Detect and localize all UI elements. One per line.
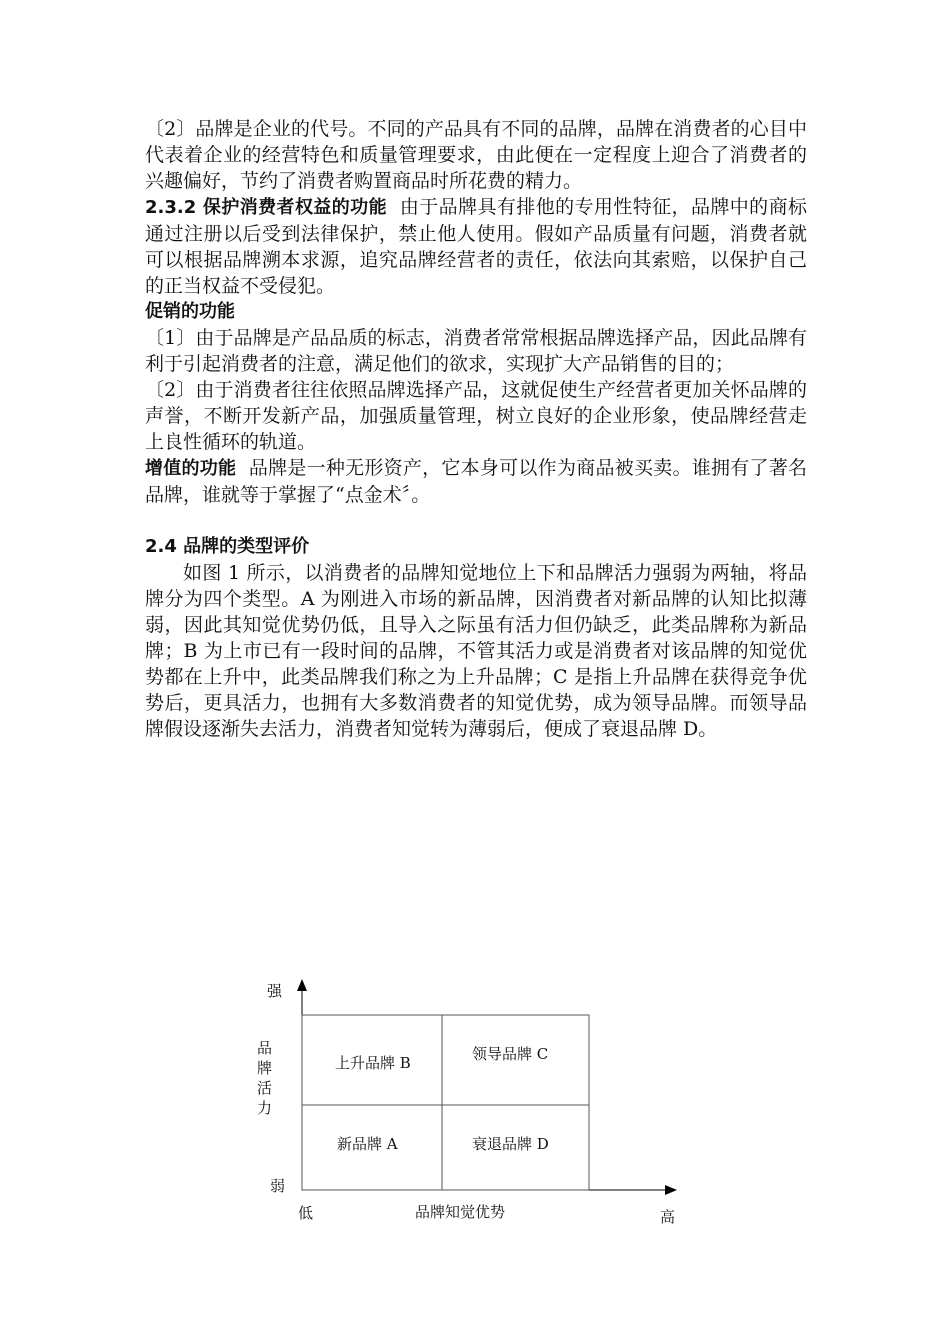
x-axis-arrow-icon (665, 1185, 677, 1195)
quadrant-label-new-a: 新品牌 A (337, 1135, 398, 1153)
value-added-body: 品牌是一种无形资产，它本身可以作为商品被买卖。谁拥有了著名品牌，谁就等于掌握了“点金术〞。 (145, 457, 807, 506)
promotion-item-2: 〔2〕由于消费者往往依照品牌选择产品，这就促使生产经营者更加关怀品牌的声誉，不断开发新产品，加强质量管理，树立良好的企业形象，使品牌经营走上良性循环的轨道。 (145, 379, 807, 453)
paragraph-brand-as-code: 〔2〕品牌是企业的代号。不同的产品具有不同的品牌，品牌在消费者的心目中代表着企业的经营特色和质量管理要求，由此便在一定程度上迎合了消费者的兴趣偏好，节约了消费者购置商品时所花费的精力。 (145, 118, 807, 192)
quadrant-label-rising-b: 上升品牌 B (335, 1054, 411, 1072)
quadrant-grid-frame (302, 1015, 589, 1190)
quadrant-label-leader-c: 领导品牌 C (472, 1045, 549, 1063)
y-axis-arrow-icon (297, 979, 307, 991)
x-axis-low-label: 低 (298, 1204, 314, 1222)
section-body-2-4: 如图 1 所示，以消费者的品牌知觉地位上下和品牌活力强弱为两轴，将品牌分为四个类型。A 为刚进入市场的新品牌，因消费者对新品牌的认知比拟薄弱，因此其知觉优势仍低，且导入之际虽有活力但仍缺乏，此类品牌称为新品牌；B 为上市已有一段时间的品牌，不管其活力或是消费者对该品牌的知觉优势都在上升中，此类品牌我们称之为上升品牌；C 是指上升品牌在获得竞争优势后，更具活力，也拥有大多数消费者的知觉优势，成为领导品牌。而领导品牌假设逐渐失去活力，消费者知觉转为薄弱后，便成了衰退品牌 D。 (145, 562, 807, 740)
y-axis-title-char-1: 品 (257, 1039, 273, 1057)
section-heading-2-3-2: 2.3.2 保护消费者权益的功能 (145, 197, 387, 218)
x-axis-high-label: 高 (660, 1208, 676, 1226)
y-axis-title-char-4: 力 (257, 1099, 273, 1117)
y-axis-title-char-3: 活 (257, 1079, 273, 1097)
heading-promotion: 促销的功能 (145, 301, 235, 322)
section-value-added (145, 455, 807, 508)
section-protect-consumer (145, 194, 807, 299)
y-axis-title-char-2: 牌 (257, 1059, 273, 1077)
promotion-item-1: 〔1〕由于品牌是产品品质的标志，消费者常常根据品牌选择产品，因此品牌有利于引起消费者的注意，满足他们的欲求，实现扩大产品销售的目的； (145, 327, 807, 375)
quadrant-label-declining-d: 衰退品牌 D (472, 1135, 549, 1153)
y-axis-low-label: 弱 (270, 1177, 286, 1195)
section-heading-2-4: 2.4 品牌的类型评价 (145, 536, 310, 557)
x-axis-title: 品牌知觉优势 (415, 1203, 506, 1221)
heading-value-added: 增值的功能 (145, 458, 237, 479)
document-body (145, 116, 807, 742)
section-body-2-3-2: 由于品牌具有排他的专用性特征，品牌中的商标通过注册以后受到法律保护，禁止他人使用。假如产品质量有问题，消费者就可以根据品牌溯本求源，追究品牌经营者的责任，依法向其索赔，以保护自己的正当权益不受侵犯。 (145, 196, 807, 297)
y-axis-high-label: 强 (267, 982, 283, 1000)
